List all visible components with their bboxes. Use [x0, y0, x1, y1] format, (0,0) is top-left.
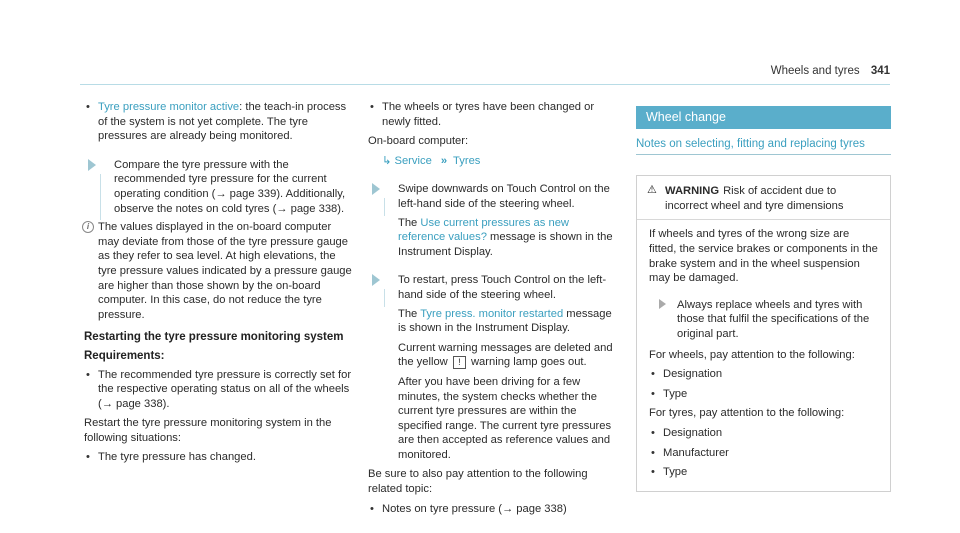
list-item: • Type [649, 387, 878, 402]
message-link[interactable]: Use current pressures as new reference values? [398, 216, 569, 244]
message-link[interactable]: Tyre press. monitor restarted [420, 307, 564, 320]
step-detail: The Tyre press. monitor restarted message is shown in the Instrument Display. [398, 307, 612, 335]
paragraph: If wheels and tyres of the wrong size are fitted, the service brakes or components in the brake system and in the wheel suspension may be damaged. [649, 228, 878, 285]
step-detail: The Use current pressures as new reference values? message is shown in the Instrument Display. [398, 216, 613, 258]
warning-text: Risk of accident due to incorrect wheel and tyre dimensions [665, 185, 844, 212]
status-message-link[interactable]: Tyre pressure monitor active [98, 101, 240, 113]
instruction-step: Always replace wheels and tyres with those that fulfil the specifications of the original part. [649, 298, 878, 342]
list-item: • Manufacturer [649, 446, 878, 461]
warning-body [637, 220, 890, 490]
header-rule [80, 84, 890, 85]
step-detail: After you have been driving for a few minutes, the system checks whether the current tyre pressures are within the specified range. The current tyre pressures are then accepted as reference values and monitored. [398, 375, 612, 461]
paragraph: For tyres, pay attention to the following: [649, 407, 845, 420]
paragraph: For wheels, pay attention to the following: [649, 348, 855, 361]
instruction-step: To restart, press Touch Control on the left-hand side of the steering wheel. [368, 273, 618, 302]
step-arrow-icon [659, 299, 666, 309]
warning-box [636, 175, 891, 492]
list-item: • The recommended tyre pressure is correctly set for the respective operating status on all of the wheels (→ page 338). [84, 368, 354, 412]
list-item: • Notes on tyre pressure (→ page 338) [368, 502, 618, 517]
section-heading: Restarting the tyre pressure monitoring system [84, 331, 344, 344]
instruction-step: Compare the tyre pressure with the recommended tyre pressure for the current operating condition (→ page 339). Additionally, observe the notes on cold tyres (→ page 338). [84, 158, 354, 216]
warning-header [637, 176, 890, 220]
step-arrow-icon [88, 159, 96, 171]
step-arrow-icon [372, 183, 380, 195]
list-item: • Designation [649, 426, 878, 441]
subsection-heading: Notes on selecting, fitting and replacing tyres [636, 135, 891, 156]
paragraph: On-board computer: [368, 135, 469, 148]
step-detail: Current warning messages are deleted and the yellow ! warning lamp goes out. [398, 341, 613, 369]
page-number: 341 [870, 65, 890, 77]
list-item: • Tyre pressure monitor active: the teach-in process of the system is not yet complete. The tyre pressures are already being monitored. [84, 100, 354, 144]
list-item: • Type [649, 465, 878, 480]
warning-triangle-icon: ⚠ [647, 184, 657, 197]
paragraph: Restart the tyre pressure monitoring system in the following situations: [84, 417, 332, 444]
section-banner: Wheel change [636, 106, 891, 129]
menu-item-tyres[interactable]: Tyres [453, 154, 481, 167]
info-icon: i [82, 221, 94, 233]
header-title: Wheels and tyres [770, 65, 860, 77]
list-item: • The wheels or tyres have been changed or newly fitted. [368, 100, 618, 129]
menu-separator: » [440, 154, 446, 167]
requirements-heading: Requirements: [84, 349, 165, 362]
warning-title: WARNING [665, 185, 720, 198]
page-header [771, 64, 890, 79]
paragraph: Be sure to also pay attention to the following related topic: [368, 468, 588, 496]
warning-lamp-icon: ! [453, 356, 466, 369]
menu-item-service[interactable]: Service [394, 154, 432, 167]
menu-path [368, 154, 618, 169]
menu-arrow-icon: ↳ [382, 154, 392, 167]
step-arrow-icon [372, 274, 380, 286]
column-left [84, 100, 354, 470]
column-right [636, 100, 891, 492]
list-item: • Designation [649, 367, 878, 382]
column-middle [368, 100, 618, 521]
list-item: • The tyre pressure has changed. [84, 450, 354, 465]
instruction-step: Swipe downwards on Touch Control on the left-hand side of the steering wheel. [368, 182, 618, 211]
info-note: i The values displayed in the on-board computer may deviate from those of the tyre pressure gauge as they refer to sea level. At high elevations, the tyre pressure values indicated by a pressure gauge are higher than those shown by the on-board computer. In this case, do not reduce the tyre pressure. [84, 220, 354, 322]
